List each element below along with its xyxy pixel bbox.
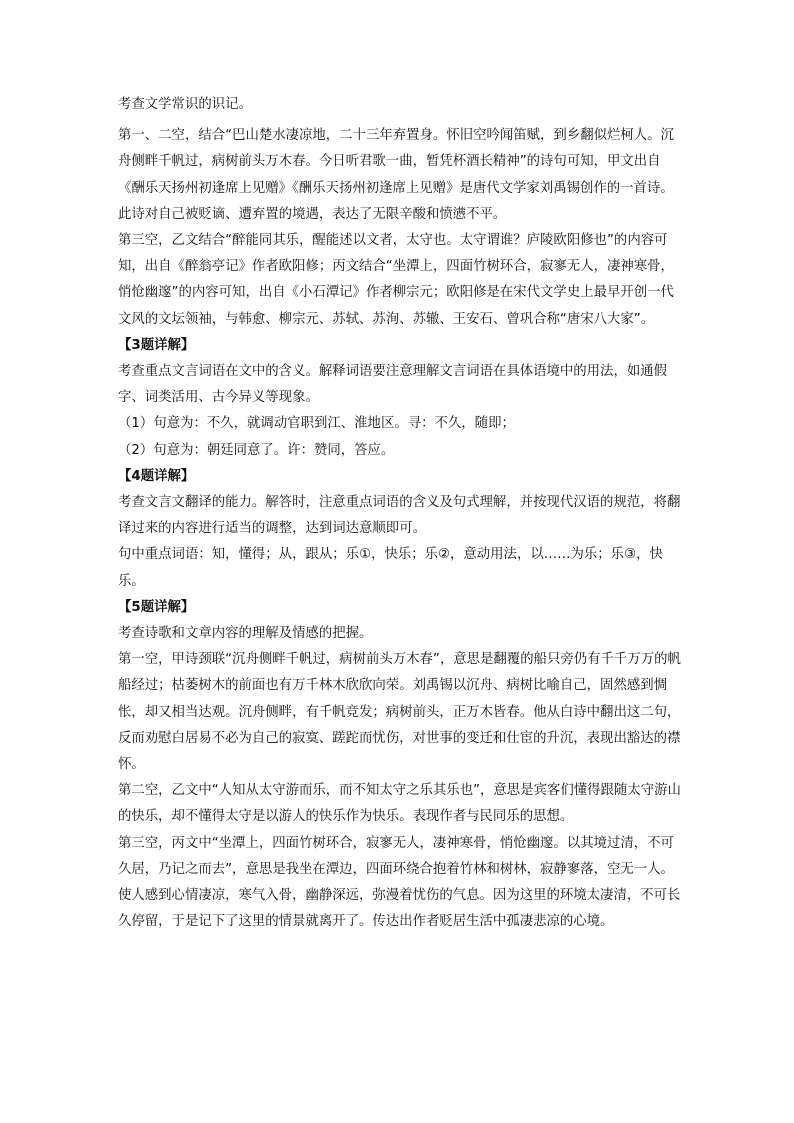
paragraph: 考查文学常识的识记。 bbox=[118, 97, 252, 112]
paragraph: （2）句意为：朝廷同意了。许：赞同，答应。 bbox=[118, 442, 395, 458]
paragraph: 第一空，甲诗颈联“沉舟侧畔千帆过，病树前头万木春”，意思是翻覆的船只旁仍有千千万万的帆船经过；枯萎树木的前面也有万千林木欣欣向荣。刘禹锡以沉舟、病树比喻自己，固然感到惆怅，却又相当达观。沉舟侧畔，有千帆竞发；病树前头，正万木皆春。他从白诗中翻出这二句，反而劝慰白居易不必为自己的寂寞、蹉跎而忧伤，对世事的变迁和仕宦的升沉，表现出豁达的襟怀。 bbox=[118, 652, 681, 773]
paragraph: 第三空，乙文结合“醉能同其乐，醒能述以文者，太守也。太守谓谁？庐陵欧阳修也”的内容可知，出自《醉翁亭记》作者欧阳修；丙文结合“坐潭上，四面竹树环合，寂寥无人，凄神寒骨，悄怆幽邃”的内容可知，出自《小石潭记》作者柳宗元；欧阳修是在宋代文学史上最早开创一代文风的文坛领袖，与韩愈、柳宗元、苏轼、苏洵、苏辙、王安石、曾巩合称“唐宋八大家”。 bbox=[118, 233, 674, 327]
section-heading: 【5题详解】 bbox=[118, 599, 195, 615]
paragraph: 句中重点词语：知，懂得；从，跟从；乐①，快乐；乐②，意动用法，以……为乐；乐③，快乐。 bbox=[118, 547, 663, 589]
section-heading: 【4题详解】 bbox=[118, 468, 195, 484]
paragraph: （1）句意为：不久，就调动官职到江、淮地区。寻：不久，随即； bbox=[118, 416, 515, 432]
paragraph: 第三空，丙文中“坐潭上，四面竹树环合，寂寥无人，凄神寒骨，悄怆幽邃。以其境过清，不可久居，乃记之而去”，意思是我坐在潭边，四面环绕合抱着竹林和树林，寂静寥落，空无一人。使人感到心情凄凉，寒气入骨，幽静深远，弥漫着忧伤的气息。因为这里的环境太凄清，不可长久停留，于是记下了这里的情景就离开了。传达出作者贬居生活中孤凄悲凉的心境。 bbox=[118, 835, 681, 930]
document-body bbox=[118, 92, 684, 936]
section-heading: 【3题详解】 bbox=[118, 337, 195, 353]
paragraph: 第二空，乙文中“人知从太守游而乐，而不知太守之乐其乐也”，意思是宾客们懂得跟随太守游山的快乐，却不懂得太守是以游人的快乐作为快乐。表现作者与民同乐的思想。 bbox=[118, 783, 681, 825]
paragraph: 考查诗歌和文章内容的理解及情感的把握。 bbox=[118, 626, 373, 642]
paragraph: 考查重点文言词语在文中的含义。解释词语要注意理解文言词语在具体语境中的用法，如通假字、词类活用、古今异义等现象。 bbox=[118, 364, 668, 406]
paragraph: 第一、二空，结合“巴山楚水凄凉地，二十三年弃置身。怀旧空吟闻笛赋，到乡翻似烂柯人。沉舟侧畔千帆过，病树前头万木春。今日听君歌一曲，暂凭杯酒长精神”的诗句可知，甲文出自《酬乐天扬州初逢席上见赠》《酬乐天扬州初逢席上见赠》是唐代文学家刘禹锡创作的一首诗。此诗对自己被贬谪、遭弃置的境遇，表达了无限辛酸和愤懑不平。 bbox=[118, 128, 674, 222]
paragraph: 考查文言文翻译的能力。解答时，注意重点词语的含义及句式理解，并按现代汉语的规范，将翻译过来的内容进行适当的调整，达到词达意顺即可。 bbox=[118, 495, 681, 537]
